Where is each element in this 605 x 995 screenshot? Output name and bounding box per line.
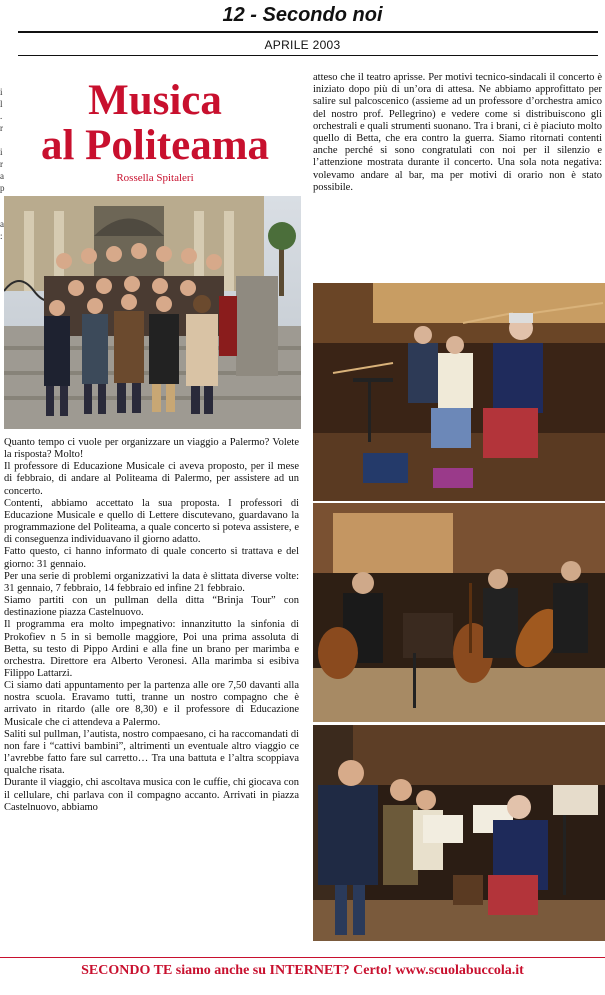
article-title (10, 78, 300, 168)
article-paragraph: Il programma era molto impegnativo: innanzitutto la sinfonia di Prokofiev n 5 in si bemolle maggiore, Poi una prima assoluta di Betta, su testo di Pippo Ardini e alla fine un brano per marimba e orchestra. Direttore era Alberto Veronesi. Alla marimba si esibiva Filippo Lattarzi. (4, 619, 299, 679)
article-paragraph: Fatto questo, ci hanno informato di quale concerto si trattava e del giorno: 31 gennaio. (4, 546, 299, 570)
article-title-line-2: al Politeama (40, 122, 270, 169)
article-paragraph: Contenti, abbiamo accettato la sua proposta. I professori di Educazione Musicale e quello di Lettere discutevano, guardavano la programmazione del Politeama, a quale concerto si poteva assistere, e di conseguenza individuavano il giorno adatto. (4, 497, 299, 546)
article-body-column-2: atteso che il teatro aprisse. Per motivi tecnico-sindacali il concerto è iniziato dopo più di un’ora di attesa. Ne abbiamo approfittato per salire sul palcoscenico (assieme ad un professore d’orchestra amico del nostro prof. Pellegrino) e vedere come si distribuiscono gli orchestrali e quali strumenti suonano. Tra i brani, ci è piaciuto molto quello di Betta, che era contro la guerra. Siamo ritornati contenti anche perché si sono congratulati con noi per il silenzio e l’attenzione mostrata durante il concerto. Una sola nota negativa: volevamo andare al bar, ma per motivi di orario non è stato possibile. (313, 72, 602, 193)
issue-date: APRILE 2003 (264, 38, 341, 52)
orchestra-photo-strings (313, 503, 605, 722)
article-paragraph: Ci siamo dati appuntamento per la partenza alle ore 7,50 davanti alla nostra scuola. Eravamo tutti, tranne un nostro compagno che è arrivato in ritardo (alle ore 8,30) e il professore di Educazione Musicale che ci attendeva a Palermo. (4, 680, 299, 728)
article-paragraph: Siamo partiti con un pullman della ditta “Brinja Tour” con destinazione piazza Castelnuovo. (4, 595, 299, 619)
page-header-title: 12 - Secondo noi (222, 4, 383, 26)
header-rule (18, 31, 598, 33)
orchestra-photo-woodwinds (313, 283, 605, 501)
group-photo (4, 196, 301, 429)
orchestra-photo-woodwinds-image (313, 283, 605, 501)
article-paragraph: Durante il viaggio, chi ascoltava musica con le cuffie, chi giocava con il cellulare, chi parlava con il compagno accanto. Arrivati in piazza Castelnuovo, abbiamo (4, 777, 299, 813)
article-paragraph: Saliti sul pullman, l’autista, nostro compaesano, ci ha raccomandati di non fare i “cattivi bambini”, altrimenti un eventuale altro viaggio ce l’avrebbe fatto fare sul carretto… Tra una battuta e l’altra scoppiava qualche risata. (4, 728, 299, 777)
article-paragraph: Per una serie di problemi organizzativi la data è slittata diverse volte: 31 gennaio, 7 febbraio, 14 febbraio ed infine 21 febbraio. (4, 570, 299, 594)
article-author: Rossella Spitaleri (116, 172, 194, 184)
date-rule (18, 55, 598, 56)
group-photo-image (4, 196, 301, 429)
orchestra-photo-students-on-stage (313, 725, 605, 941)
article-title-line-1: Musica (88, 77, 222, 124)
orchestra-photo-strings-image (313, 503, 605, 722)
article-paragraph: Il professore di Educazione Musicale ci aveva proposto, per il mese di febbraio, di andare al Politeama di Palermo, per assistere ad un concerto. (4, 461, 299, 497)
footer-rule (0, 957, 605, 958)
article-paragraph: Quanto tempo ci vuole per organizzare un viaggio a Palermo? Volete la risposta? Molto! (4, 437, 299, 461)
clipped-neighbor-column: i l . r i r a p a : (0, 87, 5, 241)
orchestra-photo-students-on-stage-image (313, 725, 605, 941)
article-body-column-1 (4, 437, 299, 814)
footer-banner: SECONDO TE siamo anche su INTERNET? Certo! www.scuolabuccola.it (81, 963, 524, 978)
